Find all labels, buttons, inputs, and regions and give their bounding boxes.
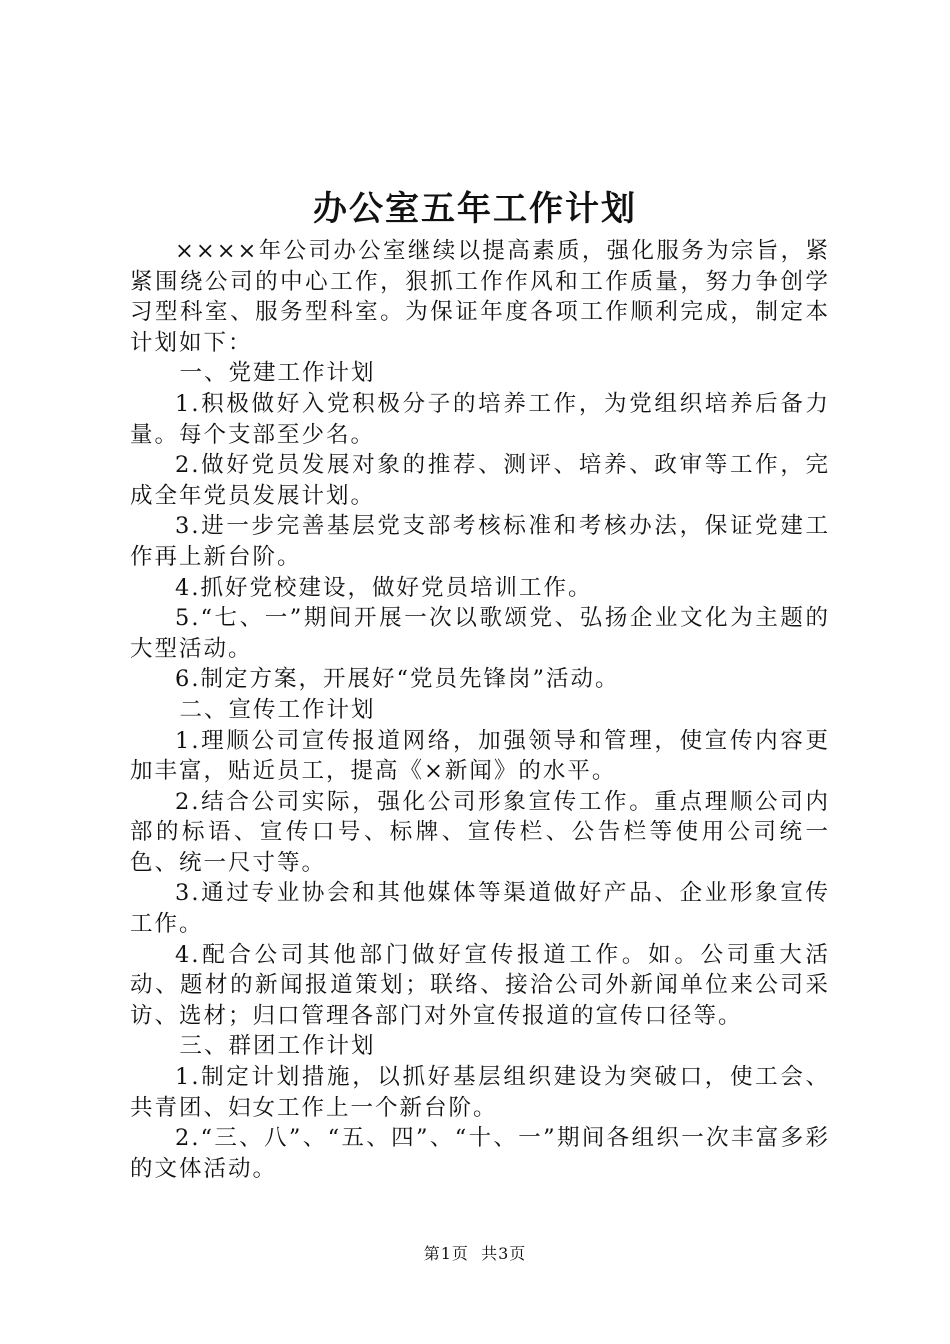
page-number: 第1页 [423,1244,469,1263]
list-item: 4.抓好党校建设，做好党员培训工作。 [175,574,593,601]
list-item: 2.结合公司实际，强化公司形象宣传工作。重点理顺公司内部的标语、宣传口号、标牌、宣传栏、公告栏等使用公司统一色、统一尺寸等。 [130,788,830,876]
intro-paragraph: ××××年公司办公室继续以提高素质，强化服务为宗旨，紧紧围绕公司的中心工作，狠抓工作作风和工作质量，努力争创学习型科室、服务型科室。为保证年度各项工作顺利完成，制定本计划如下： [130,238,830,356]
list-item: 5.“七、一”期间开展一次以歌颂党、弘扬企业文化为主题的大型活动。 [130,605,830,662]
list-item: 2.“三、八”、“五、四”、“十、一”期间各组织一次丰富多彩的文体活动。 [130,1125,830,1182]
document-title: 办公室五年工作计划 [313,189,637,229]
list-item: 1.制定计划措施，以抓好基层组织建设为突破口，使工会、共青团、妇女工作上一个新台阶。 [130,1064,830,1121]
list-item: 3.进一步完善基层党支部考核标准和考核办法，保证党建工作再上新台阶。 [130,513,830,570]
list-item: 1.积极做好入党积极分子的培养工作，为党组织培养后备力量。每个支部至少名。 [130,390,830,448]
list-item: 4.配合公司其他部门做好宣传报道工作。如。公司重大活动、题材的新闻报道策划；联络、接洽公司外新闻单位来公司采访、选材；归口管理各部门对外宣传报道的宣传口径等。 [130,941,830,1029]
document-body [130,236,830,1184]
section-heading-party: 一、党建工作计划 [179,360,376,387]
section-heading-publicity: 二、宣传工作计划 [179,696,376,723]
list-item: 1.理顺公司宣传报道网络，加强领导和管理，使宣传内容更加丰富，贴近员工，提高《×新闻》的水平。 [130,727,830,785]
list-item: 2.做好党员发展对象的推荐、测评、培养、政审等工作，完成全年党员发展计划。 [130,452,830,509]
list-item: 3.通过专业协会和其他媒体等渠道做好产品、企业形象宣传工作。 [130,880,830,938]
list-item: 6.制定方案，开展好“党员先锋岗”活动。 [175,666,620,693]
page-total: 共3页 [481,1244,527,1263]
section-heading-mass-orgs: 三、群团工作计划 [179,1033,376,1060]
page-footer [0,1242,950,1266]
